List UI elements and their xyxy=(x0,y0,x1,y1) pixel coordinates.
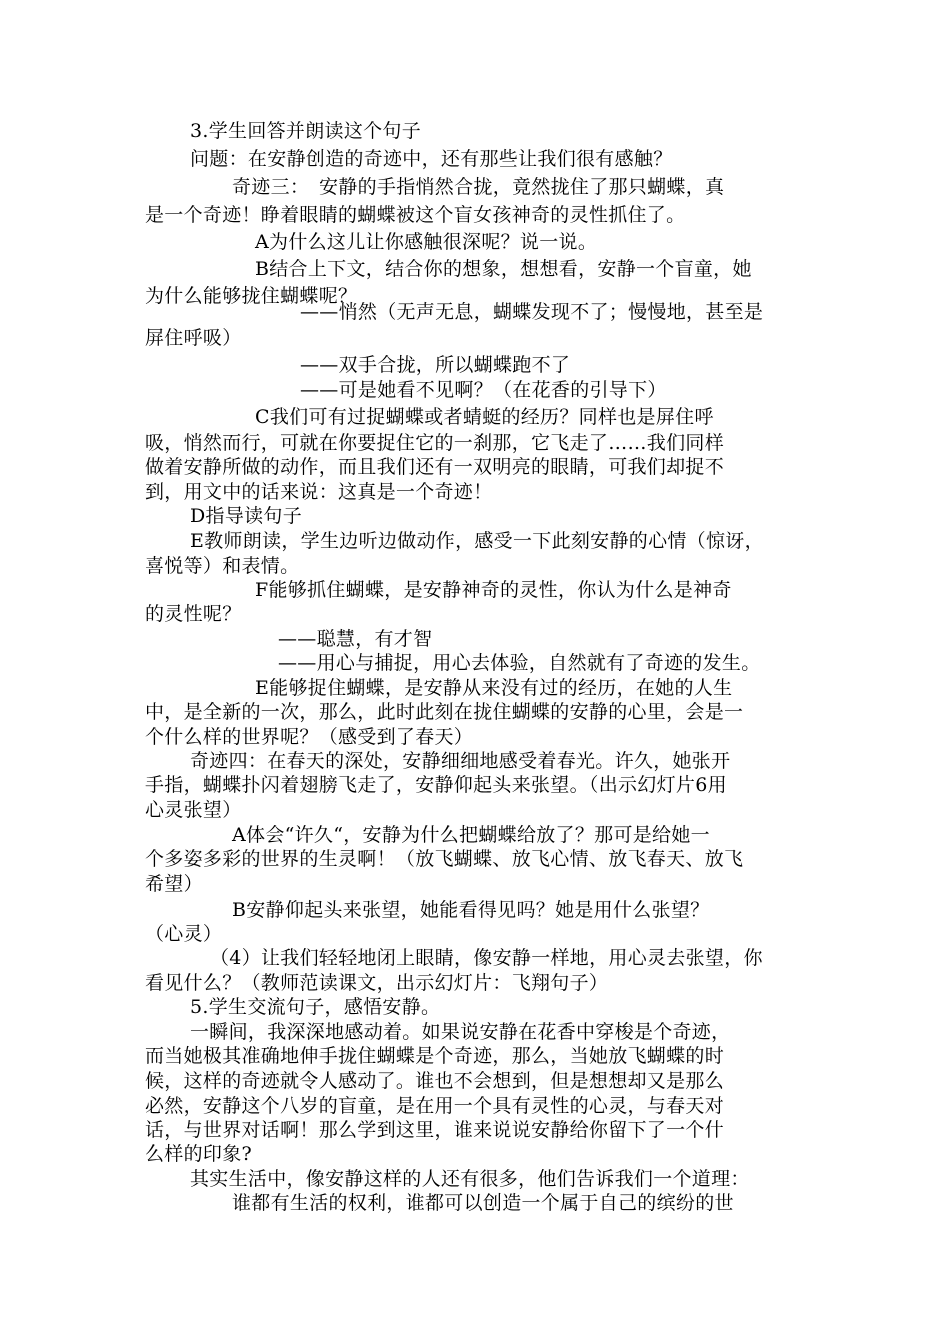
text-line: 吸，悄然而行，可就在你要捉住它的一刹那，它飞走了……我们同样 xyxy=(145,432,725,454)
text-line: ——聪慧，有才智 xyxy=(278,628,433,650)
text-line: ——双手合拢，所以蝴蝶跑不了 xyxy=(300,354,571,376)
text-line: B安静仰起头来张望，她能看得见吗？她是用什么张望？ xyxy=(232,899,710,921)
text-line: E能够捉住蝴蝶，是安静从来没有过的经历，在她的人生 xyxy=(255,677,733,699)
text-line: D指导读句子 xyxy=(190,505,303,527)
text-line: F能够抓住蝴蝶，是安静神奇的灵性，你认为什么是神奇 xyxy=(255,579,732,601)
text-line: 到，用文中的话来说：这真是一个奇迹！ xyxy=(145,481,493,503)
text-line: B结合上下文，结合你的想象，想想看，安静一个盲童，她 xyxy=(255,258,752,280)
text-line: 必然，安静这个八岁的盲童，是在用一个具有灵性的心灵，与春天对 xyxy=(145,1095,725,1117)
text-line: 么样的印象? xyxy=(145,1143,252,1165)
text-line: 个多姿多彩的世界的生灵啊！（放飞蝴蝶、放飞心情、放飞春天、放飞 xyxy=(145,848,744,870)
text-line: 其实生活中，像安静这样的人还有很多，他们告诉我们一个道理： xyxy=(190,1168,750,1190)
text-line: 的灵性呢？ xyxy=(145,603,242,625)
text-line: 3.学生回答并朗读这个句子 xyxy=(190,120,422,142)
text-line: 问题：在安静创造的奇迹中，还有那些让我们很有感触？ xyxy=(190,148,673,170)
text-line: 做着安静所做的动作，而且我们还有一双明亮的眼睛，可我们却捉不 xyxy=(145,456,725,478)
text-line: E教师朗读，学生边听边做动作，感受一下此刻安静的心情（惊讶， xyxy=(190,530,764,552)
text-line: ——可是她看不见啊？（在花香的引导下） xyxy=(300,379,667,401)
text-line: 奇迹四：在春天的深处，安静细细地感受着春光。许久，她张开 xyxy=(190,750,731,772)
text-line: 5.学生交流句子，感悟安静。 xyxy=(190,996,441,1018)
text-line: 是一个奇迹！睁着眼睛的蝴蝶被这个盲女孩神奇的灵性抓住了。 xyxy=(145,204,686,226)
text-line: 屏住呼吸） xyxy=(145,327,242,349)
text-line: 谁都有生活的权利，谁都可以创造一个属于自己的缤纷的世 xyxy=(232,1192,734,1214)
text-line: 看见什么？（教师范读课文，出示幻灯片：飞翔句子） xyxy=(145,972,609,994)
text-line: 为什么能够拢住蝴蝶呢？ xyxy=(145,285,358,307)
text-line: ——悄然（无声无息，蝴蝶发现不了；慢慢地，甚至是 xyxy=(300,301,764,323)
text-line: （心灵） xyxy=(145,923,223,945)
text-line: （4）让我们轻轻地闭上眼睛，像安静一样地，用心灵去张望，你 xyxy=(210,947,763,969)
text-line: ——用心与捕捉，用心去体验，自然就有了奇迹的发生。 xyxy=(278,652,761,674)
text-line: A体会“许久“，安静为什么把蝴蝶给放了？那可是给她一 xyxy=(232,824,710,846)
text-line: 希望） xyxy=(145,873,203,895)
text-line: C我们可有过捉蝴蝶或者蜻蜓的经历？同样也是屏住呼 xyxy=(255,406,714,428)
text-line: 心灵张望） xyxy=(145,799,242,821)
text-line: 手指，蝴蝶扑闪着翅膀飞走了，安静仰起头来张望。（出示幻灯片6用 xyxy=(145,774,727,796)
text-line: 喜悦等）和表情。 xyxy=(145,555,300,577)
text-line: 候，这样的奇迹就令人感动了。谁也不会想到，但是想想却又是那么 xyxy=(145,1070,725,1092)
text-line: 话，与世界对话啊！那么学到这里，谁来说说安静给你留下了一个什 xyxy=(145,1119,725,1141)
text-line: A为什么这儿让你感触很深呢？说一说。 xyxy=(255,231,598,253)
text-line: 奇迹三： 安静的手指悄然合拢，竟然拢住了那只蝴蝶，真 xyxy=(232,176,725,198)
text-line: 一瞬间，我深深地感动着。如果说安静在花香中穿梭是个奇迹， xyxy=(190,1021,731,1043)
text-line: 个什么样的世界呢？（感受到了春天） xyxy=(145,726,474,748)
text-line: 中，是全新的一次，那么，此时此刻在拢住蝴蝶的安静的心里，会是一 xyxy=(145,701,744,723)
text-line: 而当她极其准确地伸手拢住蝴蝶是个奇迹，那么，当她放飞蝴蝶的时 xyxy=(145,1045,725,1067)
